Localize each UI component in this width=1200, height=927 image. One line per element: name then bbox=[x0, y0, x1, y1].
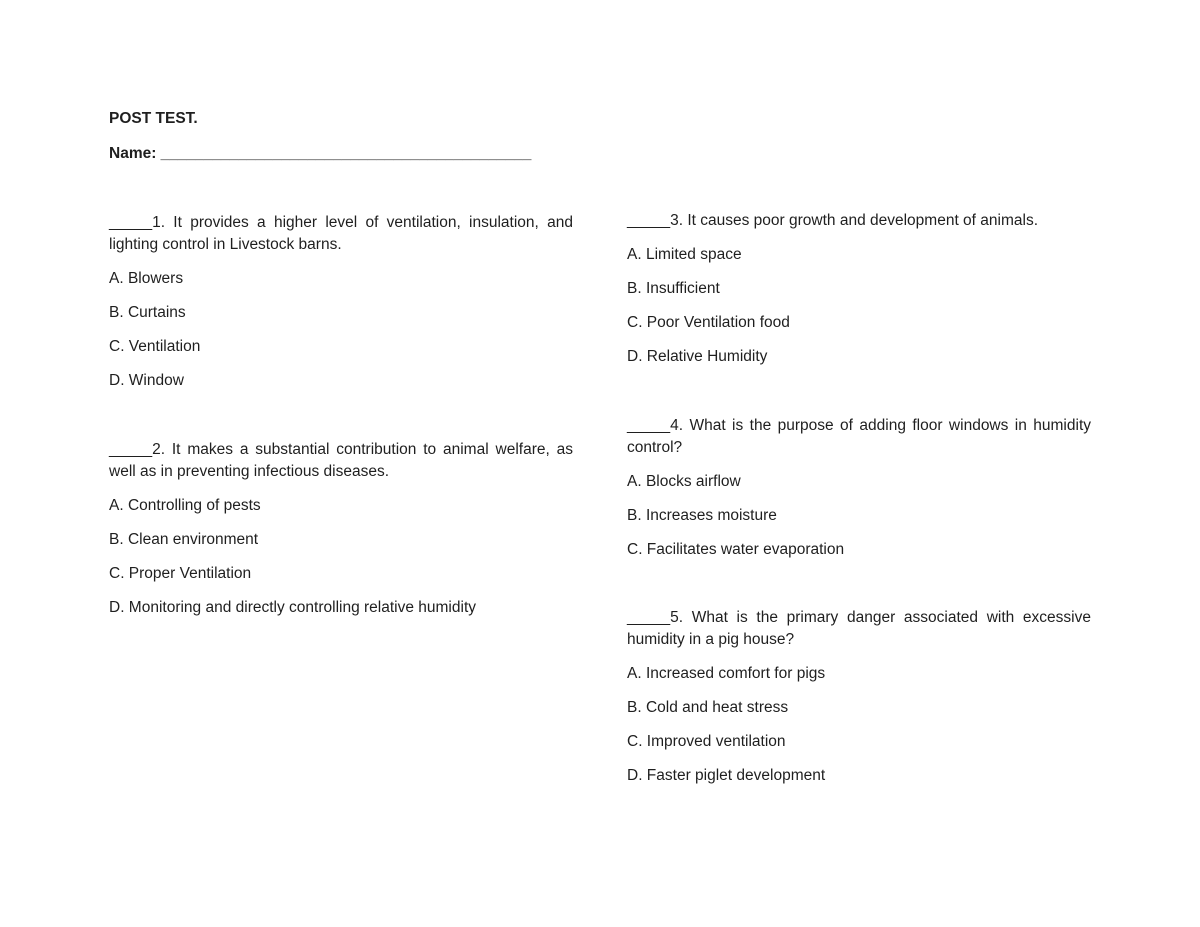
question-stem: _____2. It makes a substantial contribution to animal welfare, as well as in preventing infectious diseases. bbox=[109, 441, 573, 480]
question-stem: _____3. It causes poor growth and development of animals. bbox=[627, 212, 1039, 229]
option-list bbox=[109, 268, 573, 392]
option-a: A. Limited space bbox=[627, 246, 742, 263]
question-stem: _____5. What is the primary danger associated with excessive humidity in a pig house? bbox=[627, 609, 1091, 648]
question-4 bbox=[627, 415, 1091, 561]
question-1 bbox=[109, 212, 573, 392]
option-d: D. Faster piglet development bbox=[627, 767, 826, 784]
option-a: A. Controlling of pests bbox=[109, 497, 261, 514]
question-stem: _____4. What is the purpose of adding floor windows in humidity control? bbox=[627, 417, 1091, 456]
option-c: C. Ventilation bbox=[109, 338, 201, 355]
option-c: C. Proper Ventilation bbox=[109, 565, 252, 582]
option-c: C. Facilitates water evaporation bbox=[627, 541, 845, 558]
option-c: C. Poor Ventilation food bbox=[627, 314, 790, 331]
option-list bbox=[627, 663, 1091, 787]
option-b: B. Insufficient bbox=[627, 280, 720, 297]
question-stem: _____1. It provides a higher level of ventilation, insulation, and lighting control in Livestock barns. bbox=[109, 214, 573, 253]
option-b: B. Increases moisture bbox=[627, 507, 777, 524]
test-header bbox=[109, 109, 589, 164]
page-title: POST TEST. bbox=[109, 110, 198, 127]
option-d: D. Window bbox=[109, 372, 184, 389]
name-field-label: Name: ___________________________________________ bbox=[109, 145, 532, 162]
option-a: A. Blowers bbox=[109, 270, 184, 287]
option-list bbox=[627, 244, 1091, 368]
option-d: D. Monitoring and directly controlling relative humidity bbox=[109, 599, 476, 616]
question-5 bbox=[627, 607, 1091, 787]
option-d: D. Relative Humidity bbox=[627, 348, 768, 365]
option-b: B. Cold and heat stress bbox=[627, 699, 789, 716]
question-3 bbox=[627, 210, 1091, 368]
option-c: C. Improved ventilation bbox=[627, 733, 786, 750]
option-b: B. Curtains bbox=[109, 304, 186, 321]
option-a: A. Increased comfort for pigs bbox=[627, 665, 826, 682]
option-a: A. Blocks airflow bbox=[627, 473, 741, 490]
option-list bbox=[109, 495, 573, 619]
option-list bbox=[627, 471, 1091, 561]
question-2 bbox=[109, 439, 573, 619]
option-b: B. Clean environment bbox=[109, 531, 259, 548]
